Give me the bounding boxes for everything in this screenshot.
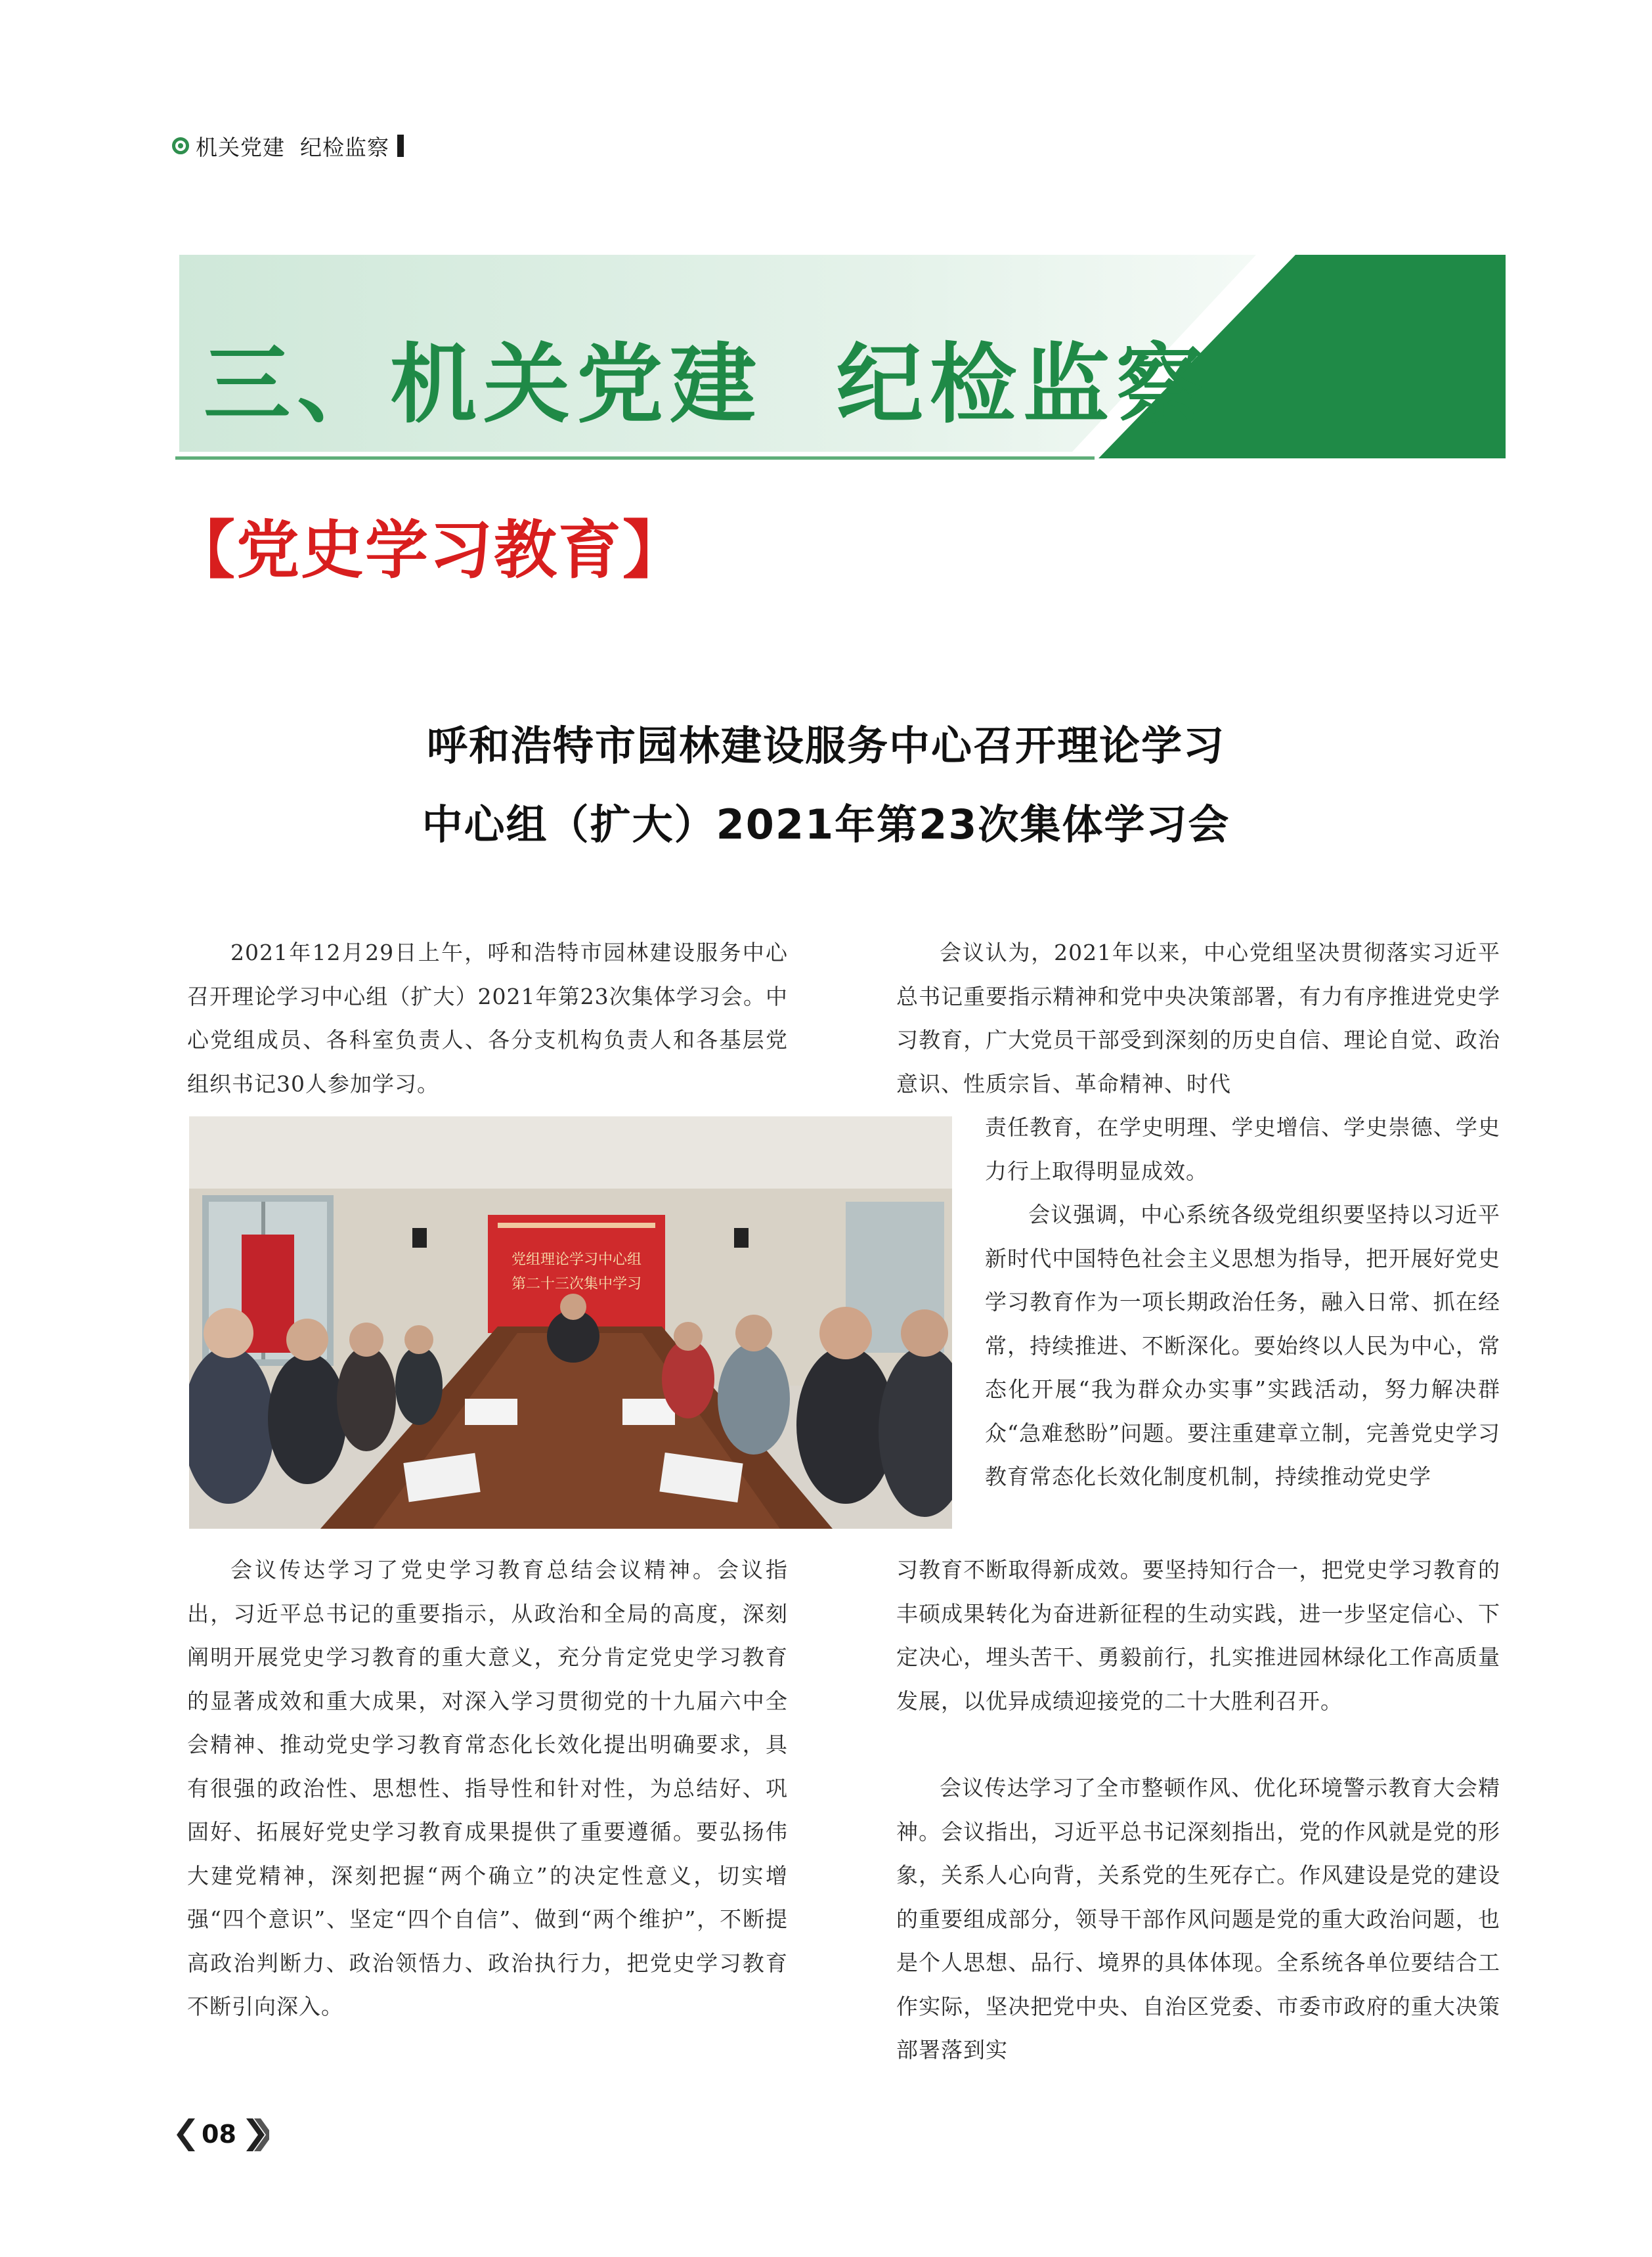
- page-number-badge: [174, 2116, 269, 2154]
- header-section-path: 机关党建 纪检监察: [196, 134, 389, 160]
- running-header: [172, 130, 404, 162]
- chapter-title: 三、机关党建 纪检监察: [204, 334, 1209, 435]
- article-paragraph-1: 2021年12月29日上午，呼和浩特市园林建设服务中心召开理论学习中心组（扩大）2021年第23次集体学习会。中心党组成员、各科室负责人、各分支机构负责人和各基层党组织书记30人参加学习。: [187, 940, 788, 1097]
- chapter-banner-rule: [175, 456, 1095, 460]
- page-number: 08: [202, 2120, 236, 2149]
- section-label: 【党史学习教育】: [172, 514, 687, 587]
- header-bar-icon: [397, 135, 404, 157]
- screen-title-line-2: 第二十三次集中学习: [511, 1276, 642, 1292]
- article-title-line-1: 呼和浩特市园林建设服务中心召开理论学习: [426, 722, 1225, 770]
- article-paragraph-4-continued: 习教育不断取得新成效。要坚持知行合一，把党史学习教育的丰硕成果转化为奋进新征程的生动实践，进一步坚定信心、下定决心，埋头苦干、勇毅前行，扎实推进园林绿化工作高质量发展，以优异成绩迎接党的二十大胜利召开。: [896, 1557, 1500, 1714]
- article-paragraph-4: 会议强调，中心系统各级党组织要坚持以习近平新时代中国特色社会主义思想为指导，把开展好党史学习教育作为一项长期政治任务，融入日常、抓在经常，持续推进、不断深化。要始终以人民为中心，常态化开展“我为群众办实事”实践活动，努力解决群众“急难愁盼”问题。要注重建章立制，完善党史学习教育常态化长效化制度机制，持续推动党史学: [985, 1202, 1500, 1489]
- article-paragraph-3-continued: 责任教育，在学史明理、学史增信、学史崇德、学史力行上取得明显成效。: [985, 1114, 1500, 1184]
- meeting-photo: [189, 1116, 952, 1529]
- article-paragraph-2: 会议传达学习了党史学习教育总结会议精神。会议指出，习近平总书记的重要指示，从政治和全局的高度，深刻阐明开展党史学习教育的重大意义，充分肯定党史学习教育的显著成效和重大成果，对深入学习贯彻党的十九届六中全会精神、推动党史学习教育常态化长效化提出明确要求，具有很强的政治性、思想性、指导性和针对性，为总结好、巩固好、拓展好党史学习教育成果提供了重要遵循。要弘扬伟大建党精神，深刻把握“两个确立”的决定性意义，切实增强“四个意识”、坚定“四个自信”、做到“两个维护”，不断提高政治判断力、政治领悟力、政治执行力，把党史学习教育不断引向深入。: [187, 1557, 788, 2019]
- article-paragraph-3: 会议认为，2021年以来，中心党组坚决贯彻落实习近平总书记重要指示精神和党中央决策部署，有力有序推进党史学习教育，广大党员干部受到深刻的历史自信、理论自觉、政治意识、性质宗旨、革命精神、时代: [896, 940, 1500, 1097]
- article-paragraph-5: 会议传达学习了全市整顿作风、优化环境警示教育大会精神。会议指出，习近平总书记深刻指出，党的作风就是党的形象，关系人心向背，关系党的生死存亡。作风建设是党的建设的重要组成部分，领导干部作风问题是党的重大政治问题，也是个人思想、品行、境界的具体体现。全系统各单位要结合工作实际，坚决把党中央、自治区党委、市委市政府的重大决策部署落到实: [896, 1775, 1500, 2063]
- article-title-line-2: 中心组（扩大）2021年第23次集体学习会: [422, 800, 1230, 848]
- article-paragraph-4-block: [985, 1106, 1500, 1499]
- screen-title-line-1: 党组理论学习中心组: [511, 1252, 642, 1268]
- header-ring-icon: [172, 137, 189, 154]
